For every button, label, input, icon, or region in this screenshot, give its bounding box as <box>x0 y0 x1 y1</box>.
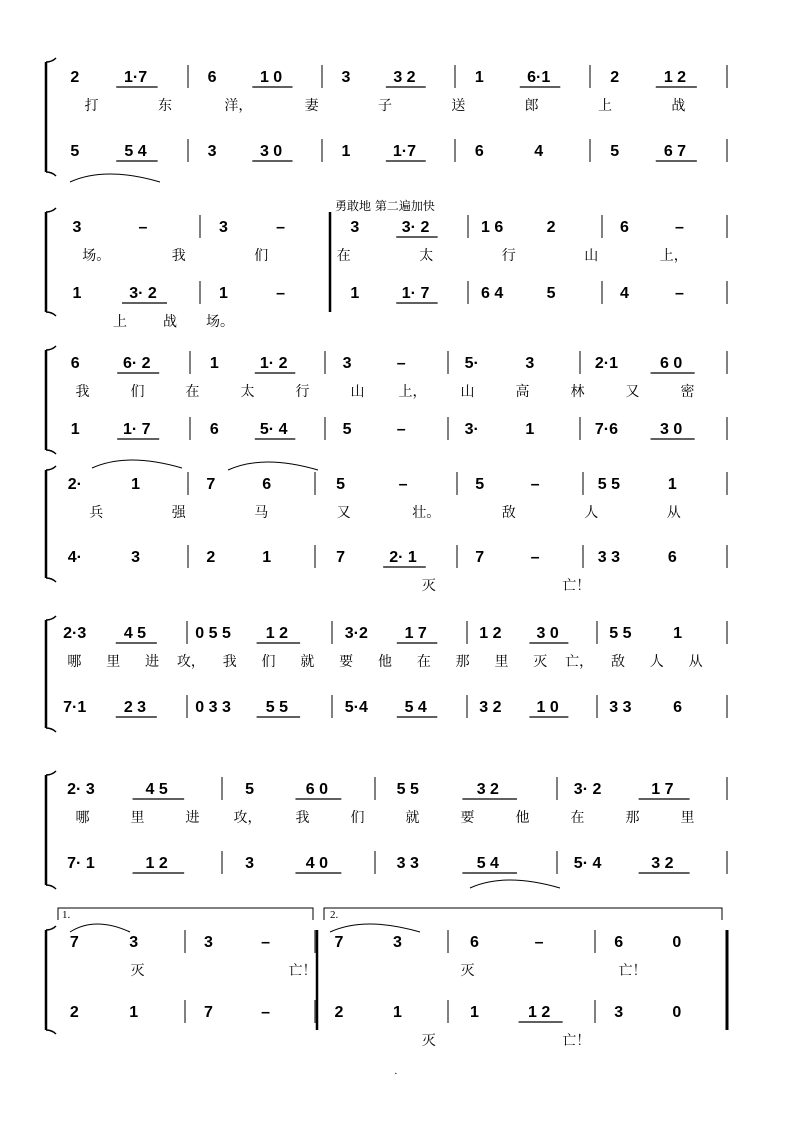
top-note-group: 1 <box>474 69 484 86</box>
top-note-group: 2 <box>546 219 556 236</box>
bottom-note-group: 1 <box>129 1004 139 1021</box>
top-note-group: – <box>138 219 148 236</box>
slur-mark <box>70 924 130 932</box>
bottom-note-group: 5 <box>610 143 620 160</box>
bottom-note-group: 4 <box>620 285 629 302</box>
top-note-group: 5 <box>336 476 346 493</box>
top-note-group: 5· <box>464 355 479 372</box>
lyric-syllable: 灭 <box>421 1033 436 1049</box>
bottom-note-group: 2· 1 <box>389 549 417 566</box>
lyric-syllable: 里 <box>680 810 695 826</box>
slur-mark <box>70 174 160 182</box>
bracket-hook <box>46 172 56 176</box>
lyric-syllable: 在 <box>336 248 351 264</box>
bracket-hook <box>46 616 56 620</box>
lyric-syllable: 洋， <box>224 98 253 114</box>
lyric-syllable: 我 <box>75 384 90 400</box>
bottom-note-group: 1 <box>262 549 272 566</box>
bottom-note-group: – <box>396 421 406 438</box>
lyric-syllable: 从 <box>666 505 681 521</box>
bottom-note-group: 1· 7 <box>401 285 430 302</box>
top-note-group: 3 <box>72 219 82 236</box>
top-note-group: 3 2 <box>476 781 499 798</box>
lyric-syllable: 打 <box>84 98 99 114</box>
first-ending-label: 1. <box>62 909 71 921</box>
lyric-syllable: 行 <box>501 248 516 264</box>
bottom-note-group: 6 <box>209 421 219 438</box>
bottom-note-group: 1 <box>525 421 535 438</box>
lyric-syllable: 们 <box>254 248 269 264</box>
bottom-note-group: 1· 7 <box>123 421 151 438</box>
bracket-hook <box>46 1030 56 1034</box>
top-note-group: 2·3 <box>63 625 87 642</box>
bottom-note-group: 1 <box>341 143 351 160</box>
lyric-syllable: 郎 <box>524 98 539 114</box>
bottom-note-group: 4 0 <box>305 855 328 872</box>
lyric-syllable: 壮。 <box>412 505 441 521</box>
top-note-group: 1 <box>209 355 219 372</box>
bottom-note-group: 1 <box>72 285 82 302</box>
top-note-group: 3 <box>350 219 360 236</box>
lyric-syllable: 就 <box>300 654 315 670</box>
top-note-group: 1·7 <box>123 69 148 86</box>
lyric-syllable: 亡！ <box>562 578 591 594</box>
lyric-syllable: 林 <box>570 384 585 400</box>
top-note-group: 4 5 <box>145 781 168 798</box>
lyric-syllable: 亡！ <box>618 963 647 979</box>
bottom-note-group: 5·4 <box>344 699 368 716</box>
bottom-note-group: 1 <box>218 285 228 302</box>
top-note-group: 3 2 <box>393 69 416 86</box>
top-note-group: 3· 2 <box>573 781 602 798</box>
bottom-note-group: 6 7 <box>663 143 687 160</box>
bottom-note-group: 2 <box>206 549 216 566</box>
bottom-note-group: 7·1 <box>63 699 87 716</box>
lyric-syllable: 灭 <box>460 963 475 979</box>
bottom-note-group: 7· 1 <box>67 855 95 872</box>
top-note-group: – <box>276 219 286 236</box>
bracket-hook <box>46 450 56 454</box>
lyric-syllable: 太 <box>419 248 434 264</box>
top-note-group: 6 <box>620 219 629 236</box>
bottom-note-group: 3 <box>245 855 254 872</box>
bottom-note-group: 2 3 <box>123 699 147 716</box>
lyric-syllable: 山 <box>350 384 365 400</box>
bottom-note-group: 3 <box>207 143 217 160</box>
top-note-group: – <box>530 476 540 493</box>
lyric-syllable: 灭 <box>533 654 548 670</box>
second-ending-label: 2. <box>330 909 339 921</box>
lyric-syllable: 灭 <box>421 578 436 594</box>
bracket-hook <box>46 58 56 62</box>
top-note-group: 0 <box>672 934 682 951</box>
top-note-group: 0 5 5 <box>195 625 231 642</box>
bottom-note-group: 3 2 <box>479 699 502 716</box>
bottom-note-group: 3 2 <box>651 855 674 872</box>
lyric-syllable: 我 <box>171 248 186 264</box>
bracket-hook <box>46 346 56 350</box>
top-note-group: 6·1 <box>527 69 551 86</box>
bottom-note-group: 1 2 <box>528 1004 551 1021</box>
bottom-note-group: 1 <box>70 421 80 438</box>
top-note-group: – <box>261 934 271 951</box>
lyric-syllable: 哪 <box>67 654 82 670</box>
lyric-syllable: 灭 <box>130 963 145 979</box>
top-note-group: 1 <box>673 625 683 642</box>
top-note-group: 1 7 <box>404 625 427 642</box>
first-ending-bracket <box>58 908 313 920</box>
top-note-group: 2· 3 <box>67 781 95 798</box>
bracket-hook <box>46 926 56 930</box>
top-note-group: 5 <box>245 781 254 798</box>
bottom-note-group: 6 <box>474 143 484 160</box>
lyric-syllable: 我 <box>222 654 237 670</box>
lyric-syllable: 进 <box>145 654 160 670</box>
slur-mark <box>470 880 560 888</box>
top-note-group: – <box>675 219 684 236</box>
top-note-group: 1 <box>667 476 677 493</box>
bracket-hook <box>46 312 56 316</box>
lyric-syllable: 又 <box>625 384 640 400</box>
slur-mark <box>92 460 182 468</box>
top-note-group: 6 <box>70 355 80 372</box>
bottom-note-group: 5 4 <box>476 855 499 872</box>
bottom-note-group: 3· 2 <box>129 285 157 302</box>
lyric-syllable: 人 <box>584 505 599 521</box>
bottom-note-group: – <box>675 285 684 302</box>
top-note-group: 6 0 <box>660 355 683 372</box>
bottom-note-group: 5 4 <box>404 699 427 716</box>
lyric-syllable: 那 <box>455 654 470 670</box>
lyric-syllable: 里 <box>494 654 509 670</box>
top-note-group: 4 5 <box>123 625 147 642</box>
top-note-group: 2· <box>67 476 82 493</box>
bottom-note-group: 1 2 <box>145 855 168 872</box>
top-note-group: 6 <box>470 934 479 951</box>
lyric-syllable: 人 <box>649 654 664 670</box>
top-note-group: 1· 2 <box>259 355 288 372</box>
bracket-hook <box>46 578 56 582</box>
top-note-group: 6 0 <box>305 781 328 798</box>
bottom-note-group: 5 5 <box>265 699 289 716</box>
top-note-group: 3 <box>203 934 213 951</box>
lyric-syllable: 行 <box>295 384 310 400</box>
lyric-syllable: 们 <box>350 810 365 826</box>
bottom-note-group: 3 3 <box>597 549 621 566</box>
top-note-group: 3 <box>342 355 352 372</box>
bracket-hook <box>46 728 56 732</box>
top-note-group: 6 <box>614 934 624 951</box>
bottom-note-group: 3 3 <box>396 855 419 872</box>
slur-mark <box>330 924 420 932</box>
lyric-syllable: 强 <box>171 505 186 521</box>
bottom-note-group: 7 <box>203 1004 213 1021</box>
bracket-hook <box>46 208 56 212</box>
lyric-syllable: 战 <box>163 314 177 330</box>
bottom-note-group: 6 4 <box>480 285 504 302</box>
top-note-group: 7 <box>69 934 79 951</box>
lyric-syllable: 在 <box>570 810 585 826</box>
lyric-syllable: 东 <box>158 98 172 114</box>
bottom-note-group: 5 <box>342 421 352 438</box>
bottom-note-group: 5 <box>546 285 556 302</box>
lyric-syllable: 哪 <box>75 810 90 826</box>
top-note-group: 2 <box>70 69 80 86</box>
top-note-group: 5 5 <box>396 781 419 798</box>
top-note-group: 7 <box>334 934 344 951</box>
lyric-syllable: 场。 <box>206 314 234 330</box>
bottom-note-group: 5 <box>70 143 80 160</box>
top-note-group: 5 5 <box>597 476 621 493</box>
bottom-note-group: 7 <box>475 549 485 566</box>
lyric-syllable: 攻， <box>176 654 205 670</box>
bottom-note-group: – <box>530 549 540 566</box>
lyric-syllable: 上， <box>398 384 427 400</box>
bottom-note-group: 2 <box>334 1004 344 1021</box>
top-note-group: 5 5 <box>609 625 632 642</box>
top-note-group: 1 2 <box>663 69 687 86</box>
lyric-syllable: 攻， <box>233 810 262 826</box>
bottom-note-group: 6 <box>667 549 677 566</box>
top-note-group: 1 7 <box>651 781 674 798</box>
bottom-note-group: 1 <box>470 1004 479 1021</box>
lyric-syllable: 进 <box>185 810 200 826</box>
lyric-syllable: 上 <box>113 314 127 330</box>
top-note-group: 1 2 <box>265 625 289 642</box>
lyric-syllable: 送 <box>451 98 466 114</box>
top-note-group: 3 <box>341 69 351 86</box>
lyric-syllable: 就 <box>405 810 420 826</box>
lyric-syllable: 战 <box>671 98 686 114</box>
top-note-group: 3·2 <box>344 625 368 642</box>
top-note-group: 3· 2 <box>401 219 430 236</box>
second-ending-bracket <box>324 908 722 920</box>
lyric-syllable: 山 <box>584 248 599 264</box>
top-note-group: 6 <box>262 476 272 493</box>
lyric-syllable: 山 <box>460 384 475 400</box>
lyric-syllable: 敌 <box>610 654 625 670</box>
bracket-hook <box>46 466 56 470</box>
top-note-group: – <box>396 355 406 372</box>
lyric-syllable: 里 <box>130 810 145 826</box>
lyric-syllable: 他 <box>378 654 392 670</box>
lyric-syllable: 马 <box>254 505 269 521</box>
bottom-note-group: 0 <box>672 1004 682 1021</box>
bottom-note-group: 1 <box>393 1004 402 1021</box>
top-note-group: 3 0 <box>536 625 559 642</box>
top-note-group: 2 <box>610 69 620 86</box>
lyric-syllable: 亡！ <box>288 963 317 979</box>
lyric-syllable: 又 <box>336 505 351 521</box>
bottom-note-group: 1·7 <box>392 143 417 160</box>
top-note-group: 1 0 <box>259 69 283 86</box>
bottom-note-group: 2 <box>69 1004 79 1021</box>
lyric-syllable: 上 <box>598 98 612 114</box>
lyric-syllable: 高 <box>515 384 530 400</box>
top-note-group: 1 <box>131 476 141 493</box>
bottom-note-group: 7 <box>336 549 346 566</box>
top-note-group: 6 <box>207 69 217 86</box>
score-text-layer <box>62 69 703 1080</box>
top-note-group: 3 <box>525 355 535 372</box>
lyric-syllable: 要 <box>339 654 354 670</box>
lyric-syllable: 太 <box>240 384 255 400</box>
lyric-syllable: 妻 <box>304 98 319 114</box>
lyric-syllable: 要 <box>460 810 475 826</box>
bottom-note-group: – <box>276 285 286 302</box>
top-note-group: 2·1 <box>594 355 619 372</box>
lyric-syllable: 从 <box>688 654 703 670</box>
bottom-note-group: 4· <box>67 549 82 566</box>
lyric-syllable: 们 <box>261 654 276 670</box>
bottom-note-group: 5· 4 <box>573 855 602 872</box>
top-note-group: 1 6 <box>480 219 504 236</box>
lyric-syllable: 场。 <box>82 248 111 264</box>
bottom-note-group: 5· 4 <box>259 421 288 438</box>
lyric-syllable: 他 <box>515 810 530 826</box>
tempo-marking: 勇敢地 第二遍加快 <box>335 199 435 213</box>
top-note-group: 3 <box>393 934 402 951</box>
bottom-note-group: 4 <box>534 143 544 160</box>
top-note-group: 3 <box>218 219 228 236</box>
bottom-note-group: 3 <box>614 1004 624 1021</box>
lyric-syllable: 我 <box>295 810 310 826</box>
lyric-syllable: 在 <box>185 384 200 400</box>
lyric-syllable: 们 <box>130 384 145 400</box>
top-note-group: 7 <box>206 476 216 493</box>
lyric-syllable: 子 <box>378 98 392 114</box>
bottom-note-group: 3 0 <box>660 421 683 438</box>
top-note-group: 1 2 <box>479 625 502 642</box>
bottom-note-group: 3 3 <box>609 699 632 716</box>
top-note-group: 3 <box>129 934 139 951</box>
bottom-note-group: 6 <box>673 699 683 716</box>
bottom-note-group: 3 0 <box>259 143 283 160</box>
bottom-note-group: 3 <box>131 549 141 566</box>
bottom-note-group: – <box>261 1004 271 1021</box>
slur-mark <box>228 462 318 470</box>
lyric-syllable: 上， <box>659 248 688 264</box>
lyric-syllable: 亡， <box>565 654 594 670</box>
lyric-syllable: 密 <box>680 384 695 400</box>
bottom-note-group: 1 0 <box>536 699 559 716</box>
bottom-note-group: 7·6 <box>594 421 619 438</box>
lyric-syllable: 在 <box>416 654 431 670</box>
lyric-syllable: 那 <box>625 810 640 826</box>
bottom-note-group: 5 4 <box>124 143 147 160</box>
top-note-group: 6· 2 <box>123 355 151 372</box>
bottom-note-group: 3· <box>464 421 479 438</box>
top-note-group: – <box>398 476 408 493</box>
top-note-group: – <box>534 934 544 951</box>
lyric-syllable: 敌 <box>501 505 516 521</box>
bracket-hook <box>46 885 56 889</box>
lyric-syllable: 亡！ <box>562 1033 591 1049</box>
lyric-syllable: 里 <box>106 654 121 670</box>
bottom-note-group: 1 <box>350 285 360 302</box>
top-note-group: 5 <box>475 476 485 493</box>
lyric-syllable: 兵 <box>89 505 104 521</box>
page-mark: · <box>394 1068 398 1080</box>
bracket-hook <box>46 771 56 775</box>
bottom-note-group: 0 3 3 <box>195 699 231 716</box>
